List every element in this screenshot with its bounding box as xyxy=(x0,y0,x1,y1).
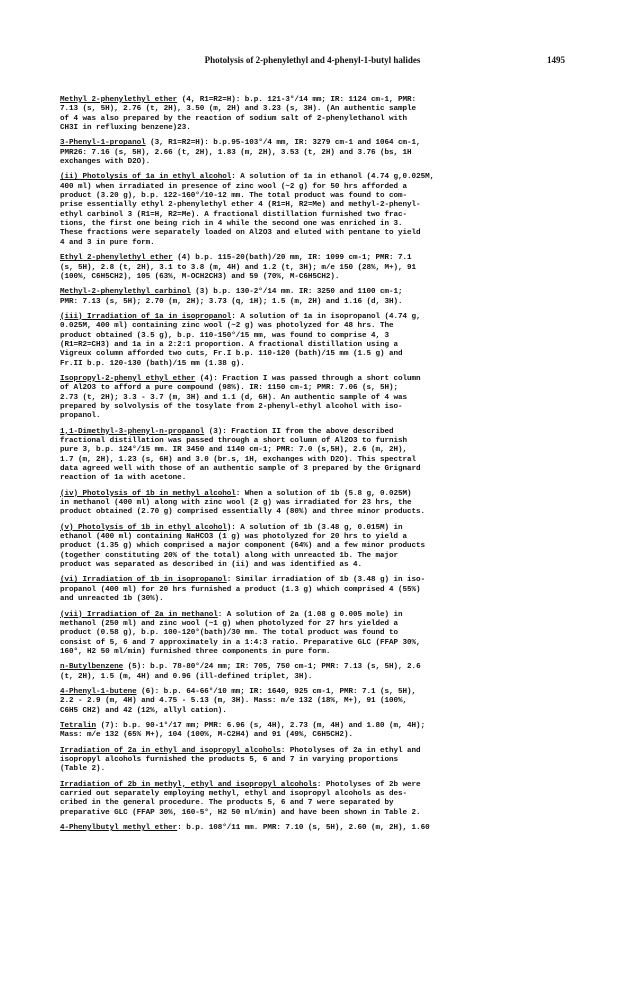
section-heading: Irradiation of 2a in ethyl and isopropyl alcohols xyxy=(60,746,281,755)
paragraph xyxy=(60,688,568,716)
paragraph-text: (3, R1=R2=H): b.p.95-103°/4 mm, IR: 3279 cm-1 and 1064 cm-1, PMR26: 7.16 (s, 5H), 2.66 (t, 2H), 1.83 (m, 2H), 3.53 (t, 2H) and 3.76 (bs, 1H exchanges with D2O). xyxy=(60,139,421,167)
paragraph xyxy=(60,288,568,307)
paragraph-text: : Photolyses of 2b were carried out separately employing methyl, ethyl and isopropyl alcohols as des- cribed in the general procedure. The products 5, 6 and 7 were separated by preparative GLC (FFAP 30%, 160-5°, H2 50 ml/min) and have been shown in Table 2. xyxy=(60,780,421,817)
compound-heading: Isopropyl-2-phenyl ethyl ether xyxy=(60,374,196,383)
page-number: 1495 xyxy=(547,55,565,65)
paragraph-text: (6): b.p. 64-66°/10 mm; IR: 1640, 925 cm-1, PMR: 7.1 (s, 5H), 2.2 - 2.9 (m, 4H) and 4.75 - 5.13 (m, 3H). Mass: m/e 132 (18%, M+), 91 (100%, C6H5 CH2) and 42 (12%, allyl cation). xyxy=(60,687,417,715)
section-heading: (vi) Irradiation of 1b in isopropanol xyxy=(60,576,227,585)
paragraph xyxy=(60,747,568,775)
paragraph-text: : b.p. 108°/11 mm. PMR: 7.10 (s, 5H), 2.60 (m, 2H), 1.60 xyxy=(177,824,430,833)
paragraph xyxy=(60,173,568,248)
compound-heading: 1,1-Dimethyl-3-phenyl-n-propanol xyxy=(60,427,205,436)
paragraph xyxy=(60,375,568,422)
section-heading: Irradiation of 2b in methyl, ethyl and isopropyl alcohols xyxy=(60,780,317,789)
running-header-title: Photolysis of 2-phenylethyl and 4-phenyl-1-butyl halides xyxy=(204,55,421,65)
paragraph xyxy=(60,96,568,133)
compound-heading: 3-Phenyl-1-propanol xyxy=(60,139,146,148)
paragraph-text: (7): b.p. 90-1°/17 mm; PMR: 6.96 (s, 4H), 2.73 (m, 4H) and 1.80 (m, 4H); Mass: m/e 132 (65% M+), 104 (100%, M-C2H4) and 91 (49%, C6H5CH2). xyxy=(60,721,426,740)
paragraph-text: (5): b.p. 78-80°/24 mm; IR: 705, 750 cm-1; PMR: 7.13 (s, 5H), 2.6 (t, 2H), 1.5 (m, 4H) and 0.96 (ill-defined triplet, 3H). xyxy=(60,663,421,681)
compound-heading: n-Butylbenzene xyxy=(60,663,124,672)
paper-body xyxy=(60,96,568,839)
paragraph xyxy=(60,611,568,658)
paragraph xyxy=(60,524,568,571)
compound-heading: Methyl 2-phenylethyl ether xyxy=(60,96,178,104)
paragraph xyxy=(60,254,568,282)
paragraph xyxy=(60,576,568,604)
paragraph xyxy=(60,824,568,833)
paragraph-text: (4, R1=R2=H): b.p. 121-3°/14 mm; IR: 1124 cm-1, PMR: 7.13 (s, 5H), 2.76 (t, 2H), 3.50 (m, 2H) and 3.23 (s, 3H). (An authentic sample of 4 was also prepared by the reaction of sodium salt of 2-phenylethanol with CH3I in refluxing benzene)23. xyxy=(60,96,417,133)
paragraph-text: (4) b.p. 115-20(bath)/20 mm, IR: 1099 cm-1; PMR: 7.1 (s, 5H), 2.8 (t, 2H), 3.1 to 3.8 (m, 4H) and 1.2 (t, 3H); m/e 150 (28%, M+), 91 (100%, C6H5CH2), 105 (63%, M-OCH2CH3) and 59 (70%, M-C6H5CH2). xyxy=(60,254,417,281)
section-heading: (iii) Irradiation of 1a in isopropanol xyxy=(60,312,232,321)
paragraph xyxy=(60,722,568,741)
paragraph-text: : Photolyses of 2a in ethyl and isopropyl alcohols furnished the products 5, 6 and 7 in varying proportions (Table 2). xyxy=(60,746,421,774)
compound-heading: Methyl-2-phenylethyl carbinol xyxy=(60,288,191,297)
compound-heading: 4-Phenyl-1-butene xyxy=(60,687,137,696)
paragraph-text: : Similar irradiation of 1b (3.48 g) in iso- propanol (400 ml) for 20 hrs furnished a product (1.3 g) which comprised 4 (55%) and unreacted 1b (30%). xyxy=(60,576,426,604)
paragraph-text: : A solution of 2a (1.08 g 0.005 mole) in methanol (250 ml) and zinc wool (~1 g) when photolyzed for 27 hrs yielded a product (0.58 g), b.p. 100-120°(bath)/30 mm. The total product was found to consist of 5, 6 and 7 approximately in a 1:4:3 ratio. Preparative GLC (FFAP 30%, 160°, H2 50 ml/min) furnished three components in pure form. xyxy=(60,610,421,656)
paragraph xyxy=(60,139,568,167)
section-heading: (v) Photolysis of 1b in ethyl alcohol xyxy=(60,523,227,532)
paragraph-text: : A solution of 1a in ethanol (4.74 g,0.025M, 400 ml) when irradiated in presence of zinc wool (~2 g) for 50 hrs afforded a product (3.20 g), b.p. 122-160°/10-12 mm. The total product was found to com- prise essentially ethyl 2-phenylethyl ether 4 (R1=H, R2=Me) and methyl-2-phenyl- ethyl carbinol 3 (R1=H, R2=Me). A fractional distillation furnished two frac- tions, the first one being rich in 4 while the second one was enriched in 3. These fractions were separately loaded on Al2O3 and eluted with pentane to yield 4 and 3 in pure form. xyxy=(60,173,435,247)
section-heading: (vii) Irradiation of 2a in methanol xyxy=(60,610,218,619)
paragraph xyxy=(60,490,568,518)
section-heading: (ii) Photolysis of 1a in ethyl alcohol xyxy=(60,173,232,182)
paragraph xyxy=(60,781,568,818)
paragraph xyxy=(60,428,568,484)
compound-heading: Tetralin xyxy=(60,721,97,730)
section-heading: (iv) Photolysis of 1b in methyl alcohol xyxy=(60,489,236,498)
compound-heading: 4-Phenylbutyl methyl ether xyxy=(60,824,178,833)
paragraph-text: (3): Fraction II from the above described fractional distillation was passed through a short column of Al2O3 to furnish pure 3, b.p. 124°/15 mm. IR 3450 and 1140 cm-1; PMR: 7.0 (s,5H), 2.6 (m, 2H), 1.7 (m, 2H), 1.23 (s, 6H) and 3.0 (br.s, 1H, exchanges with D2O). This spectral data agreed well with those of an authentic sample of 3 prepared by the Grignard reaction of 1a with acetone. xyxy=(60,427,421,483)
paragraph-text: (3) b.p. 130-2°/14 mm. IR: 3250 and 1100 cm-1; PMR: 7.13 (s, 5H); 2.70 (m, 2H); 3.73 (q, 1H); 1.5 (m, 2H) and 1.16 (d, 3H). xyxy=(60,288,403,306)
compound-heading: Ethyl 2-phenylethyl ether xyxy=(60,254,173,263)
paragraph-text: ): A solution of 1b (3.48 g, 0.015M) in ethanol (400 ml) containing NaHCO3 (1 g) was photolyzed for 20 hrs to yield a product (1.35 g) which comprised a major component (64%) and a few minor products (together constituting 20% of the total) along with unreacted 1b. The major product was separated as described in (ii) and was identified as 4. xyxy=(60,523,426,570)
paragraph-text: : A solution of 1a in isopropanol (4.74 g, 0.025M, 400 ml) containing zinc wool (~2 g) was photolyzed for 48 hrs. The product obtained (3.5 g), b.p. 110-150°/15 mm, was found to comprise 4, 3 (R1=R2=CH3) and 1a in a 2:2:1 proportion. A fractional distillation using a Vigreux column afforded two cuts, Fr.I b.p. 110-120 (bath)/15 mm (1.5 g) and Fr.II b.p. 120-130 (bath)/15 mm (1.38 g). xyxy=(60,312,421,368)
paragraph xyxy=(60,313,568,369)
paragraph-text: : When a solution of 1b (5.8 g, 0.025M) in methanol (400 ml) along with zinc wool (2 g) was irradiated for 23 hrs, the product obtained (2.70 g) comprised essentially 4 (80%) and three minor products. xyxy=(60,489,426,517)
paragraph-text: (4): Fraction I was passed through a short column of Al2O3 to afford a pure compound (98%). IR: 1150 cm-1; PMR: 7.06 (s, 5H); 2.73 (t, 2H); 3.3 - 3.7 (m, 3H) and 1.1 (d, 6H). An authentic sample of 4 was prepared by solvolysis of the tosylate from 2-phenyl-ethyl alcohol with iso- propanol. xyxy=(60,374,421,421)
paragraph xyxy=(60,663,568,682)
